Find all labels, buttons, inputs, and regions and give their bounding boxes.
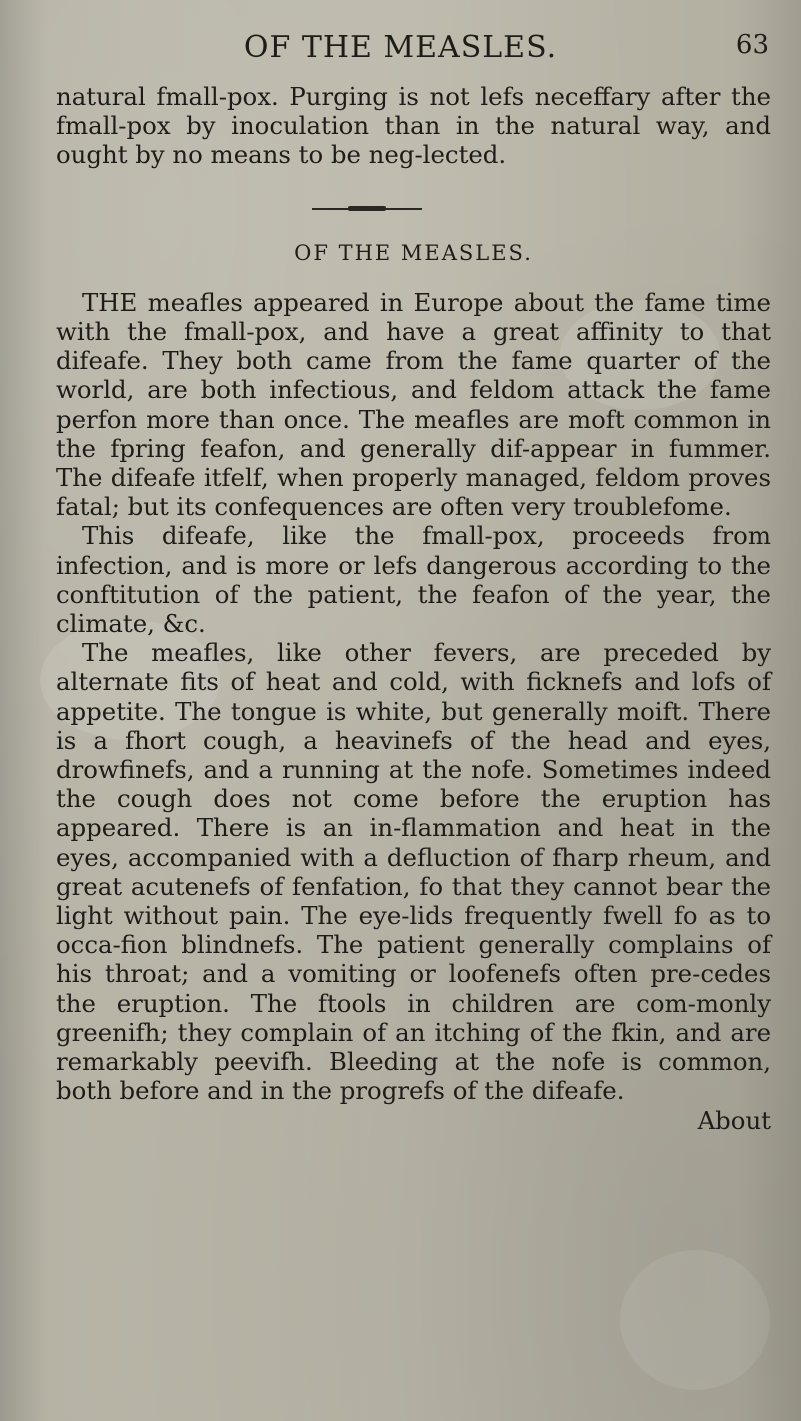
running-title: OF THE MEASLES. xyxy=(243,30,558,65)
section-title: OF THE MEASLES. xyxy=(294,240,533,265)
body-text xyxy=(56,82,771,1135)
section-divider-ornament xyxy=(56,205,771,215)
paragraph-symptoms: The meafles, like other fevers, are preceded by alternate fits of heat and cold, with ficknefs and lofs of appetite. The tongue is white, but generally moift. There is a fhort cough, a heavinefs of the head and eyes, drowfinefs, and a running at the nofe. Sometimes indeed the cough does not come before the eruption has appeared. There is an in-flammation and heat in the eyes, accompanied with a defluction of fharp rheum, and great acutenefs of fenfation, fo that they cannot bear the light without pain. The eye-lids frequently fwell fo as to occa-fion blindnefs. The patient generally complains of his throat; and a vomiting or loofenefs often pre-cedes the eruption. The ftools in children are com-monly greenifh; they complain of an itching of the fkin, and are remarkably peevifh. Bleeding at the nofe is common, both before and in the progrefs of the difeafe. xyxy=(56,638,771,1106)
paragraph-infection: This difeafe, like the fmall-pox, proceeds from infection, and is more or lefs dangerous according to the conftitution of the patient, the feafon of the year, the climate, &c. xyxy=(56,521,771,639)
catchword: About xyxy=(697,1105,771,1135)
running-head xyxy=(0,30,801,70)
intro-paragraph: natural fmall-pox. Purging is not lefs neceffary after the fmall-pox by inoculation than in the natural way, and ought by no means to be neg-lected. xyxy=(56,82,771,170)
paragraph-outbreak: THE meafles appeared in Europe about the fame time with the fmall-pox, and have a great affinity to that difeafe. They both came from the fame quarter of the world, are both infectious, and feldom attack the fame perfon more than once. The meafles are moft common in the fpring feafon, and generally dif-appear in fummer. The difeafe itfelf, when properly managed, feldom proves fatal; but its confequences are often very troublefome. xyxy=(56,287,771,522)
divider-center-mark xyxy=(348,206,386,211)
page-number: 63 xyxy=(735,30,769,60)
paper-stain xyxy=(620,1250,770,1390)
